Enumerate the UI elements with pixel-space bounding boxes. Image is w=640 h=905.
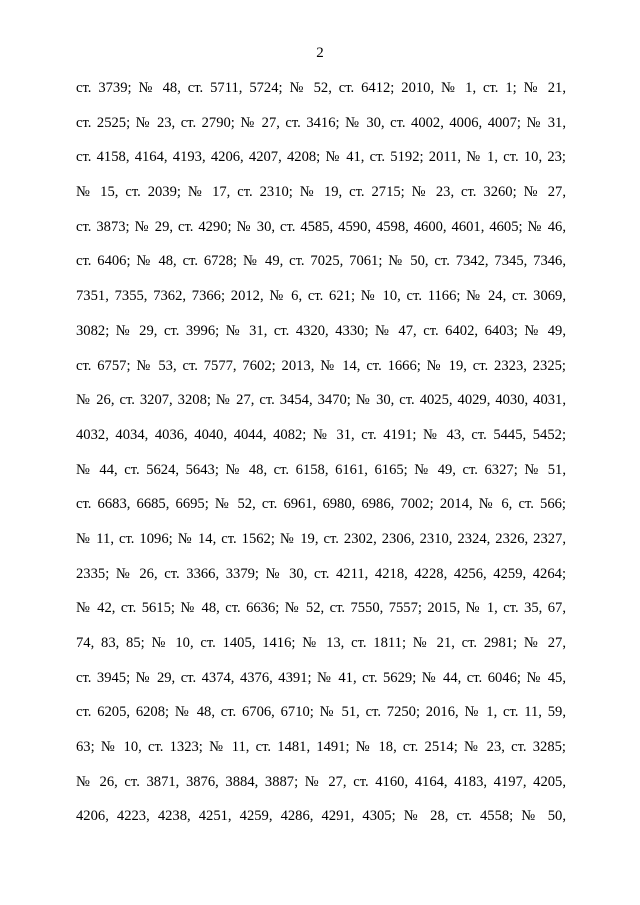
text-line: ст. 6683, 6685, 6695; № 52, ст. 6961, 6980, 6986, 7002; 2014, № 6, ст. 566; [76, 496, 566, 513]
text-line: № 11, ст. 1096; № 14, ст. 1562; № 19, ст. 2302, 2306, 2310, 2324, 2326, 2327, [76, 530, 566, 547]
text-line: № 26, ст. 3207, 3208; № 27, ст. 3454, 3470; № 30, ст. 4025, 4029, 4030, 4031, [76, 392, 566, 409]
text-line: ст. 3945; № 29, ст. 4374, 4376, 4391; № 41, ст. 5629; № 44, ст. 6046; № 45, [76, 669, 566, 686]
text-line: № 15, ст. 2039; № 17, ст. 2310; № 19, ст. 2715; № 23, ст. 3260; № 27, [76, 184, 566, 201]
text-line: 63; № 10, ст. 1323; № 11, ст. 1481, 1491; № 18, ст. 2514; № 23, ст. 3285; [76, 739, 566, 756]
text-line: 2335; № 26, ст. 3366, 3379; № 30, ст. 4211, 4218, 4228, 4256, 4259, 4264; [76, 565, 566, 582]
text-line: ст. 3873; № 29, ст. 4290; № 30, ст. 4585, 4590, 4598, 4600, 4601, 4605; № 46, [76, 218, 566, 235]
body-text [76, 78, 566, 841]
text-line: ст. 6757; № 53, ст. 7577, 7602; 2013, № 14, ст. 1666; № 19, ст. 2323, 2325; [76, 357, 566, 374]
text-line: 4206, 4223, 4238, 4251, 4259, 4286, 4291, 4305; № 28, ст. 4558; № 50, [76, 808, 566, 825]
text-line: 3082; № 29, ст. 3996; № 31, ст. 4320, 4330; № 47, ст. 6402, 6403; № 49, [76, 322, 566, 339]
text-line: ст. 3739; № 48, ст. 5711, 5724; № 52, ст. 6412; 2010, № 1, ст. 1; № 21, [76, 80, 566, 96]
text-line: 7351, 7355, 7362, 7366; 2012, № 6, ст. 621; № 10, ст. 1166; № 24, ст. 3069, [76, 288, 566, 305]
text-line: 74, 83, 85; № 10, ст. 1405, 1416; № 13, ст. 1811; № 21, ст. 2981; № 27, [76, 635, 566, 651]
text-line: ст. 6205, 6208; № 48, ст. 6706, 6710; № 51, ст. 7250; 2016, № 1, ст. 11, 59, [76, 704, 566, 721]
text-line: 4032, 4034, 4036, 4040, 4044, 4082; № 31, ст. 4191; № 43, ст. 5445, 5452; [76, 426, 566, 443]
text-line: № 44, ст. 5624, 5643; № 48, ст. 6158, 6161, 6165; № 49, ст. 6327; № 51, [76, 461, 566, 478]
text-line: ст. 2525; № 23, ст. 2790; № 27, ст. 3416; № 30, ст. 4002, 4006, 4007; № 31, [76, 114, 566, 131]
text-line: № 26, ст. 3871, 3876, 3884, 3887; № 27, ст. 4160, 4164, 4183, 4197, 4205, [76, 773, 566, 790]
text-line: ст. 6406; № 48, ст. 6728; № 49, ст. 7025, 7061; № 50, ст. 7342, 7345, 7346, [76, 253, 566, 270]
text-line: ст. 4158, 4164, 4193, 4206, 4207, 4208; № 41, ст. 5192; 2011, № 1, ст. 10, 23; [76, 149, 566, 166]
text-line: № 42, ст. 5615; № 48, ст. 6636; № 52, ст. 7550, 7557; 2015, № 1, ст. 35, 67, [76, 600, 566, 617]
page-number: 2 [316, 45, 324, 61]
